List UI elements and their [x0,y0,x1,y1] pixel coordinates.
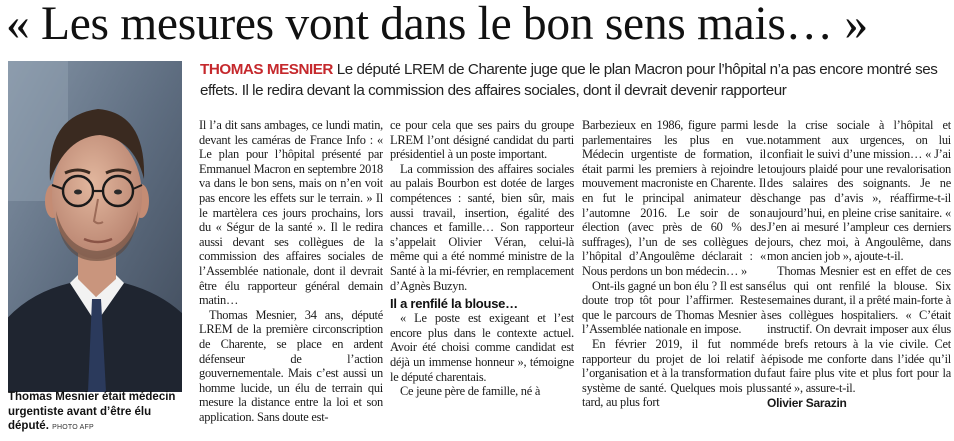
portrait-photo [8,61,182,392]
paragraph: Ont-ils gagné un bon élu ? Il est sans doute trop tôt pour l’affirmer. Reste que le parcours de Thomas Mesnier à l’Assemblée nationale en impose. [582,278,766,337]
lead-text: Le député LREM de Charente juge que le plan Macron pour l’hôpital n’a pas encore montré ses effets. Il le redira devant la commission des affaires sociales, dont il devrait devenir rapporteur [200,61,938,99]
paragraph: Thomas Mesnier est en effet de ces élus qui ont renfilé la blouse. Six semaines durant, il a prêté main-forte à ses collègues hospitaliers. « C’était instructif. On devrait imposer aux élus de brefs retours à la vie civile. Cet épisode me conforte dans l’idée qu’il faut faire plus vite et plus fort pour la santé », assure-t-il. [767,263,951,395]
article-column-2 [390,118,574,440]
paragraph: Thomas Mesnier, 34 ans, député LREM de la première circonscription de Charente, se place en ardent défenseur de l’action gouvernementale. Mais c’est aussi un homme lucide, un élu de terrain qui mesure la distance entre la loi et son application. Sans doute est- [199,307,383,424]
photo-caption-text: Thomas Mesnier était médecin urgentiste avant d’être élu député. [8,391,176,433]
paragraph: En février 2019, il fut nommé rapporteur du projet de loi relatif à l’organisation et à la transformation du système de santé. Quelques mois plus tard, au plus fort [582,336,766,410]
paragraph: ce pour cela que ses pairs du groupe LREM l’ont désigné candidat du parti présidentiel à un poste important. [390,118,574,162]
photo-credit: PHOTO AFP [52,424,94,432]
paragraph: de la crise sociale à l’hôpital et notamment aux urgences, on lui confiait le suivi d’une mission… « J’ai toujours plaidé pour une revalorisation des salaires des soignants. Je ne change pas d’avis », réaffirme-t-il aujourd’hui, en pleine crise sanitaire. « J’en ai mesuré l’ampleur ces derniers jours, chez moi, à Angoulême, dans mon ancien job », ajoute-t-il. [767,118,951,264]
paragraph: Il l’a dit sans ambages, ce lundi matin, devant les caméras de France Info : « Le plan pour l’hôpital présenté par Emmanuel Macron en septembre 2018 va dans le bon sens, mais on n’en voit pas encore les effets sur le terrain. » Il le martèlera ces jours prochains, lors du « Ségur de la santé ». Il le redira aussi devant ses collègues de la commission des affaires sociales de l’Assemblée nationale, dont il devrait être élu rapporteur général demain matin… [199,118,383,308]
photo-caption [8,390,186,436]
headline: « Les mesures vont dans le bon sens mais… » [6,0,868,50]
paragraph: Barbezieux en 1986, figure parmi les parlementaires les plus en vue. Médecin urgentiste de formation, il était parmi les premiers à rejoindre le mouvement macroniste en Charente. Il en fut le principal animateur dès l’automne 2016. Le soir de son élection (avec près de 60 % des suffrages), l’un de ses collègues de l’hôpital d’Angoulême déclarait : « Nous perdons un bon médecin… » [582,118,766,278]
article-column-1 [199,118,383,440]
portrait-illustration [8,61,182,392]
subheading: Il a renfilé la blouse… [390,296,518,312]
article-column-3 [582,118,766,440]
lead-person-name: THOMAS MESNIER [200,61,333,78]
author-signature: Olivier Sarazin [767,396,847,411]
paragraph: « Le poste est exigeant et l’est encore plus dans le contexte actuel. Avoir été choisi comme candidat est déjà un immense honneur », témoigne le député charentais. [390,311,574,384]
paragraph: La commission des affaires sociales au palais Bourbon est dotée de larges compétences : santé, bien sûr, mais aussi travail, insertion, égalité des chances et famille… Son rapporteur s’appelait Olivier Véran, celui-là même qui a été nommé ministre de la Santé à la mi-février, en remplacement d’Agnès Buzyn. [390,161,574,293]
paragraph: Ce jeune père de famille, né à [400,384,541,399]
article-column-4 [767,118,951,440]
article-lead [200,60,952,101]
